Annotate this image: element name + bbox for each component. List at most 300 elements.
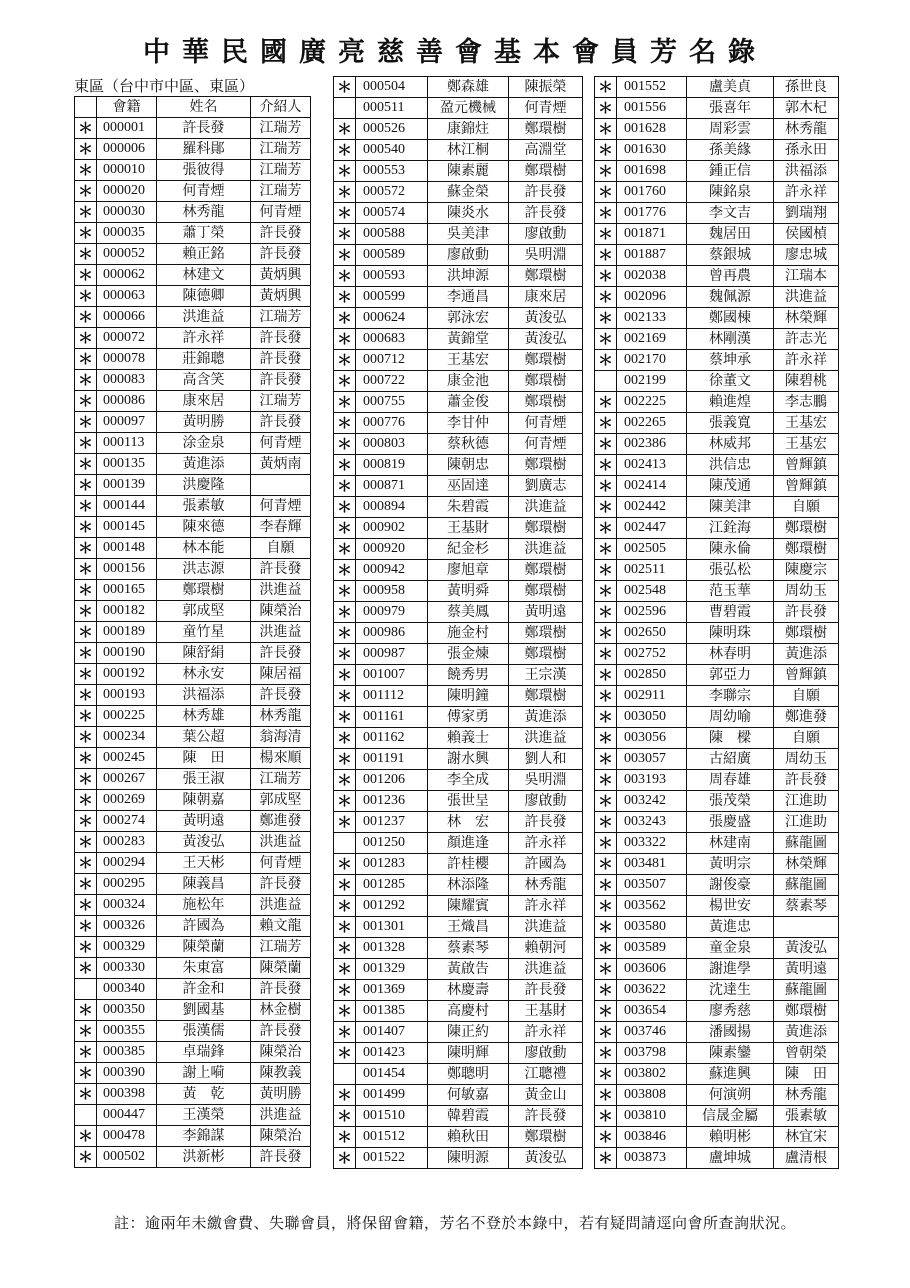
member-id: 002505	[617, 539, 687, 560]
member-referrer	[251, 475, 311, 496]
member-referrer: 劉瑞翔	[774, 203, 839, 224]
member-name: 傅家勇	[428, 707, 509, 728]
table-row	[595, 665, 839, 686]
member-mark: ＊	[75, 1042, 97, 1063]
member-id: 001191	[356, 749, 428, 770]
member-id: 001283	[356, 854, 428, 875]
table-row	[334, 854, 583, 875]
member-referrer: 吳明淵	[509, 245, 583, 266]
member-mark: ＊	[595, 455, 617, 476]
member-mark: ＊	[334, 350, 356, 371]
member-referrer: 陳榮治	[251, 601, 311, 622]
member-mark: ＊	[75, 895, 97, 916]
member-name: 魏佩源	[687, 287, 774, 308]
table-row	[75, 643, 311, 664]
member-mark: ＊	[75, 580, 97, 601]
member-referrer: 陳居福	[251, 664, 311, 685]
member-id: 000902	[356, 518, 428, 539]
member-mark: ＊	[75, 958, 97, 979]
table-row	[334, 413, 583, 434]
member-mark: ＊	[334, 140, 356, 161]
member-id: 002414	[617, 476, 687, 497]
table-row	[595, 1085, 839, 1106]
table-row	[75, 370, 311, 391]
member-mark: ＊	[334, 980, 356, 1001]
member-name: 陳明源	[428, 1148, 509, 1169]
member-id: 001285	[356, 875, 428, 896]
member-mark: ＊	[595, 98, 617, 119]
member-id: 003057	[617, 749, 687, 770]
member-id: 000020	[97, 181, 157, 202]
member-id: 000156	[97, 559, 157, 580]
member-mark: ＊	[595, 350, 617, 371]
member-referrer: 賴朝河	[509, 938, 583, 959]
member-name: 何青煙	[157, 181, 251, 202]
member-mark: ＊	[595, 329, 617, 350]
member-referrer: 黃進添	[509, 707, 583, 728]
member-name: 鍾正信	[687, 161, 774, 182]
table-row	[334, 119, 583, 140]
member-id: 003846	[617, 1127, 687, 1148]
member-referrer: 鄭環樹	[509, 644, 583, 665]
table-row	[595, 875, 839, 896]
member-id: 000511	[356, 98, 428, 119]
member-name: 童竹星	[157, 622, 251, 643]
member-mark: ＊	[75, 1126, 97, 1147]
member-mark	[595, 371, 617, 392]
member-name: 陳耀賓	[428, 896, 509, 917]
table-row	[334, 686, 583, 707]
member-referrer: 何青煙	[251, 202, 311, 223]
member-referrer: 鄭環樹	[509, 560, 583, 581]
member-id: 000385	[97, 1042, 157, 1063]
member-mark: ＊	[75, 496, 97, 517]
table-row	[334, 1148, 583, 1169]
footnote: 註：逾兩年未繳會費、失聯會員，將保留會籍，芳名不登於本錄中，若有疑問請逕向會所查詢狀況。	[113, 1214, 796, 1232]
member-name: 周彩雲	[687, 119, 774, 140]
table-row	[75, 1042, 311, 1063]
member-id: 003481	[617, 854, 687, 875]
member-name: 李通昌	[428, 287, 509, 308]
member-mark: ＊	[75, 1063, 97, 1084]
member-mark: ＊	[595, 707, 617, 728]
member-name: 洪慶隆	[157, 475, 251, 496]
member-name: 李錦謀	[157, 1126, 251, 1147]
table-row	[334, 1001, 583, 1022]
member-referrer: 許長發	[509, 203, 583, 224]
member-mark: ＊	[75, 160, 97, 181]
member-name: 王熾昌	[428, 917, 509, 938]
member-referrer: 許長發	[251, 874, 311, 895]
member-id: 000010	[97, 160, 157, 181]
member-referrer: 李春輝	[251, 517, 311, 538]
member-id: 002225	[617, 392, 687, 413]
member-referrer: 劉廣志	[509, 476, 583, 497]
member-id: 000624	[356, 308, 428, 329]
member-referrer: 鄭環樹	[774, 539, 839, 560]
member-name: 林添隆	[428, 875, 509, 896]
table-row	[595, 1064, 839, 1085]
member-name: 江銓海	[687, 518, 774, 539]
member-referrer: 曾輝鎮	[774, 476, 839, 497]
member-mark: ＊	[595, 224, 617, 245]
member-mark: ＊	[334, 245, 356, 266]
member-referrer: 吳明淵	[509, 770, 583, 791]
member-id: 003808	[617, 1085, 687, 1106]
member-mark: ＊	[75, 790, 97, 811]
member-name: 賴正銘	[157, 244, 251, 265]
member-id: 003056	[617, 728, 687, 749]
table-row	[75, 475, 311, 496]
member-name: 卓瑞鋒	[157, 1042, 251, 1063]
member-referrer: 江進助	[774, 791, 839, 812]
member-name: 陳永倫	[687, 539, 774, 560]
member-id: 000063	[97, 286, 157, 307]
member-name: 陳茂通	[687, 476, 774, 497]
member-name: 高含笑	[157, 370, 251, 391]
member-mark: ＊	[334, 686, 356, 707]
member-name: 林慶壽	[428, 980, 509, 1001]
member-id: 001328	[356, 938, 428, 959]
member-name: 洪坤源	[428, 266, 509, 287]
member-id: 000447	[97, 1105, 157, 1126]
member-name: 郭亞力	[687, 665, 774, 686]
member-mark: ＊	[75, 475, 97, 496]
member-mark: ＊	[75, 370, 97, 391]
table-row	[595, 1106, 839, 1127]
table-row	[595, 917, 839, 938]
member-referrer: 自願	[251, 538, 311, 559]
table-row	[75, 601, 311, 622]
table-row	[334, 665, 583, 686]
member-name: 賴進煌	[687, 392, 774, 413]
member-mark: ＊	[334, 518, 356, 539]
member-id: 001871	[617, 224, 687, 245]
table-row	[75, 559, 311, 580]
member-referrer: 鄭環樹	[509, 455, 583, 476]
member-mark: ＊	[595, 812, 617, 833]
table-row	[334, 1106, 583, 1127]
member-id: 001206	[356, 770, 428, 791]
member-mark: ＊	[595, 917, 617, 938]
member-name: 林建文	[157, 265, 251, 286]
table-row	[75, 349, 311, 370]
member-referrer: 江瑞芳	[251, 391, 311, 412]
member-referrer: 鄭進發	[251, 811, 311, 832]
member-id: 003242	[617, 791, 687, 812]
member-referrer: 許長發	[251, 370, 311, 391]
member-referrer: 鄭環樹	[509, 161, 583, 182]
member-referrer: 鄭環樹	[509, 266, 583, 287]
member-referrer: 許志光	[774, 329, 839, 350]
table-row	[595, 1043, 839, 1064]
member-referrer: 江瑞芳	[251, 139, 311, 160]
member-name: 蘇金榮	[428, 182, 509, 203]
member-id: 000526	[356, 119, 428, 140]
table-row	[334, 581, 583, 602]
member-referrer: 許長發	[251, 412, 311, 433]
member-referrer: 陳振榮	[509, 77, 583, 98]
member-referrer: 許長發	[251, 244, 311, 265]
member-name: 范玉華	[687, 581, 774, 602]
member-name: 朱碧霞	[428, 497, 509, 518]
member-mark: ＊	[334, 938, 356, 959]
member-referrer: 鄭環樹	[509, 518, 583, 539]
table-row	[75, 937, 311, 958]
member-name: 陳炎水	[428, 203, 509, 224]
member-mark: ＊	[334, 497, 356, 518]
member-id: 000052	[97, 244, 157, 265]
table-row	[595, 119, 839, 140]
table-row	[334, 959, 583, 980]
member-id: 001301	[356, 917, 428, 938]
member-mark: ＊	[75, 832, 97, 853]
table-row	[334, 224, 583, 245]
table-row	[75, 223, 311, 244]
table-row	[75, 748, 311, 769]
table-row	[595, 1127, 839, 1148]
table-row	[595, 413, 839, 434]
member-name: 王基宏	[428, 350, 509, 371]
member-id: 000324	[97, 895, 157, 916]
member-id: 000776	[356, 413, 428, 434]
member-mark: ＊	[75, 643, 97, 664]
member-referrer: 江瑞本	[774, 266, 839, 287]
member-name: 陳德卿	[157, 286, 251, 307]
member-mark: ＊	[334, 1106, 356, 1127]
member-referrer: 蘇龍圖	[774, 980, 839, 1001]
table-row	[75, 181, 311, 202]
member-id: 000987	[356, 644, 428, 665]
member-name: 潘國揚	[687, 1022, 774, 1043]
member-name: 洪信忠	[687, 455, 774, 476]
member-id: 000572	[356, 182, 428, 203]
member-referrer: 黃明遠	[774, 959, 839, 980]
table-row	[595, 455, 839, 476]
member-name: 黃啟告	[428, 959, 509, 980]
table-row	[75, 1126, 311, 1147]
member-referrer: 江瑞芳	[251, 937, 311, 958]
table-row	[595, 1148, 839, 1169]
member-referrer: 賴文龍	[251, 916, 311, 937]
table-row	[595, 770, 839, 791]
member-mark: ＊	[75, 748, 97, 769]
table-row	[75, 1147, 311, 1168]
member-referrer: 蘇龍圖	[774, 833, 839, 854]
member-mark: ＊	[334, 539, 356, 560]
member-id: 000269	[97, 790, 157, 811]
table-row	[595, 602, 839, 623]
member-name: 黃進添	[157, 454, 251, 475]
table-row	[334, 266, 583, 287]
table-row	[334, 182, 583, 203]
member-name: 陳義昌	[157, 874, 251, 895]
member-id: 000274	[97, 811, 157, 832]
member-name: 廖啟動	[428, 245, 509, 266]
member-mark: ＊	[595, 539, 617, 560]
member-mark: ＊	[595, 1106, 617, 1127]
member-mark: ＊	[334, 182, 356, 203]
member-referrer: 許長發	[774, 770, 839, 791]
member-id: 000478	[97, 1126, 157, 1147]
member-name: 童金泉	[687, 938, 774, 959]
member-referrer: 鄭環樹	[774, 518, 839, 539]
member-referrer: 黃進添	[774, 1022, 839, 1043]
member-name: 陳銘泉	[687, 182, 774, 203]
member-referrer: 劉人和	[509, 749, 583, 770]
member-id: 000192	[97, 664, 157, 685]
table-row	[75, 1000, 311, 1021]
member-id: 001628	[617, 119, 687, 140]
member-id: 000504	[356, 77, 428, 98]
member-mark: ＊	[595, 644, 617, 665]
member-referrer: 張素敏	[774, 1106, 839, 1127]
member-referrer: 江瑞芳	[251, 769, 311, 790]
table-row	[75, 706, 311, 727]
member-mark: ＊	[75, 349, 97, 370]
member-referrer: 何青煙	[251, 433, 311, 454]
member-id: 000097	[97, 412, 157, 433]
table-row	[595, 749, 839, 770]
table-row	[595, 371, 839, 392]
member-name: 朱東富	[157, 958, 251, 979]
member-id: 000588	[356, 224, 428, 245]
member-id: 002511	[617, 560, 687, 581]
member-mark: ＊	[595, 560, 617, 581]
member-referrer: 許永祥	[509, 896, 583, 917]
member-mark: ＊	[595, 1085, 617, 1106]
member-id: 001510	[356, 1106, 428, 1127]
member-mark: ＊	[334, 434, 356, 455]
table-row	[334, 1085, 583, 1106]
member-name: 蕭丁榮	[157, 223, 251, 244]
member-referrer: 曾朝榮	[774, 1043, 839, 1064]
member-name: 林江桐	[428, 140, 509, 161]
member-mark: ＊	[595, 833, 617, 854]
member-mark: ＊	[75, 223, 97, 244]
member-mark	[334, 833, 356, 854]
table-row	[595, 938, 839, 959]
member-id: 002752	[617, 644, 687, 665]
table-row	[75, 874, 311, 895]
table-row	[334, 245, 583, 266]
member-name: 蔡秋德	[428, 434, 509, 455]
member-mark: ＊	[595, 476, 617, 497]
member-name: 羅科鄖	[157, 139, 251, 160]
table-row	[334, 455, 583, 476]
member-id: 000294	[97, 853, 157, 874]
member-referrer: 洪進益	[509, 728, 583, 749]
member-name: 鄭森雄	[428, 77, 509, 98]
member-id: 003873	[617, 1148, 687, 1169]
member-id: 000295	[97, 874, 157, 895]
member-id: 000803	[356, 434, 428, 455]
member-mark: ＊	[595, 623, 617, 644]
table-row	[75, 433, 311, 454]
member-name: 蕭金俊	[428, 392, 509, 413]
member-referrer: 許長發	[509, 980, 583, 1001]
member-id: 000722	[356, 371, 428, 392]
member-referrer: 許長發	[251, 979, 311, 1000]
member-mark: ＊	[595, 749, 617, 770]
member-referrer: 孫世良	[774, 77, 839, 98]
member-name: 周春雄	[687, 770, 774, 791]
member-id: 003193	[617, 770, 687, 791]
table-row	[595, 560, 839, 581]
table-row	[334, 812, 583, 833]
member-id: 000165	[97, 580, 157, 601]
member-referrer: 廖忠城	[774, 245, 839, 266]
member-id: 003810	[617, 1106, 687, 1127]
member-referrer: 鄭環樹	[509, 119, 583, 140]
table-row	[334, 623, 583, 644]
member-id: 001161	[356, 707, 428, 728]
member-id: 000755	[356, 392, 428, 413]
member-mark: ＊	[75, 412, 97, 433]
member-referrer: 洪進益	[509, 539, 583, 560]
member-referrer: 陳榮蘭	[251, 958, 311, 979]
member-table	[333, 76, 583, 1169]
table-row	[75, 811, 311, 832]
table-row	[334, 560, 583, 581]
member-mark	[75, 1105, 97, 1126]
table-row	[75, 895, 311, 916]
member-mark: ＊	[75, 706, 97, 727]
table-row	[75, 769, 311, 790]
member-id: 000245	[97, 748, 157, 769]
member-name: 林春明	[687, 644, 774, 665]
member-mark: ＊	[595, 602, 617, 623]
member-name: 何敏嘉	[428, 1085, 509, 1106]
member-mark: ＊	[334, 1001, 356, 1022]
member-mark: ＊	[595, 728, 617, 749]
member-name: 洪進益	[157, 307, 251, 328]
member-referrer: 黃浚弘	[509, 308, 583, 329]
member-name: 莊錦聰	[157, 349, 251, 370]
member-name: 許永祥	[157, 328, 251, 349]
table-row	[595, 287, 839, 308]
member-referrer: 林秀龍	[251, 706, 311, 727]
member-referrer: 鄭環樹	[509, 350, 583, 371]
table-row	[75, 286, 311, 307]
table-row	[75, 118, 311, 139]
table-row	[75, 454, 311, 475]
table-row	[75, 790, 311, 811]
member-referrer: 江進助	[774, 812, 839, 833]
member-name: 林永安	[157, 664, 251, 685]
member-id: 000062	[97, 265, 157, 286]
member-referrer: 王宗漢	[509, 665, 583, 686]
table-row	[75, 727, 311, 748]
table-row	[334, 875, 583, 896]
member-referrer: 鄭環樹	[509, 581, 583, 602]
member-name: 王天彬	[157, 853, 251, 874]
member-id: 002386	[617, 434, 687, 455]
member-mark: ＊	[75, 1147, 97, 1168]
member-name: 鄭國棟	[687, 308, 774, 329]
member-name: 康金池	[428, 371, 509, 392]
member-name: 葉公超	[157, 727, 251, 748]
member-mark: ＊	[334, 371, 356, 392]
region-label: 東區（台中市中區、東區）	[74, 77, 255, 95]
member-referrer: 江瑞芳	[251, 118, 311, 139]
member-name: 洪福添	[157, 685, 251, 706]
member-referrer: 鄭環樹	[774, 623, 839, 644]
member-id: 003798	[617, 1043, 687, 1064]
member-name: 施松年	[157, 895, 251, 916]
member-mark: ＊	[75, 244, 97, 265]
member-referrer: 林秀龍	[774, 119, 839, 140]
